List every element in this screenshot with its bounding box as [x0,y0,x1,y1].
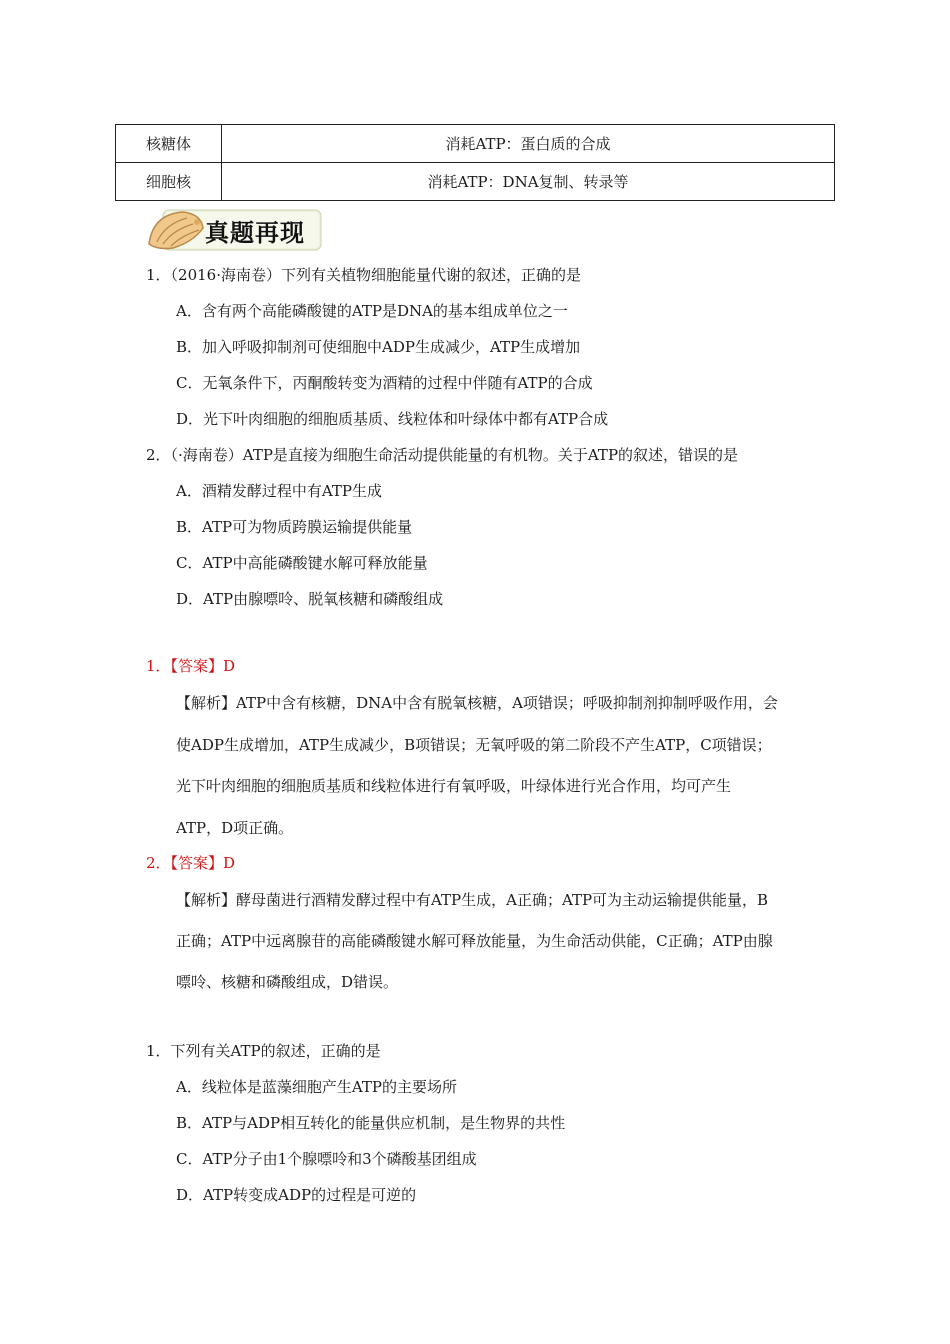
answer-label: 2．【答案】 [146,854,224,872]
table-cell-organelle: 细胞核 [116,163,222,201]
explanation-line: 正确；ATP中远离腺苷的高能磷酸键水解可释放能量，为生命活动供能，C正确；ATP由腺 [176,932,773,950]
answer-line [146,852,235,873]
practice-option: B．ATP与ADP相互转化的能量供应机制，是生物界的共性 [176,1114,566,1132]
table-cell-function: 消耗ATP：DNA复制、转录等 [222,163,835,201]
answer-label: 1．【答案】 [146,657,224,675]
table-row [116,163,835,201]
table-row [116,125,835,163]
table-cell-function: 消耗ATP：蛋白质的合成 [222,125,835,163]
question-option: C．无氧条件下，丙酮酸转变为酒精的过程中伴随有ATP的合成 [176,374,593,392]
question-stem: 1．（2016·海南卷）下列有关植物细胞能量代谢的叙述，正确的是 [146,266,581,284]
answer-line [146,655,235,676]
explanation-line: 嘌呤、核糖和磷酸组成，D错误。 [176,973,399,991]
question-option: D．ATP由腺嘌呤、脱氧核糖和磷酸组成 [176,590,444,608]
explanation-line: 【解析】酵母菌进行酒精发酵过程中有ATP生成，A正确；ATP可为主动运输提供能量，B [176,891,769,909]
question-option: B．ATP可为物质跨膜运输提供能量 [176,518,413,536]
explanation-line: 【解析】ATP中含有核糖，DNA中含有脱氧核糖，A项错误；呼吸抑制剂抑制呼吸作用，会 [176,694,778,712]
organelle-table [115,124,835,201]
question-option: C．ATP中高能磷酸键水解可释放能量 [176,554,428,572]
explanation-line: 使ADP生成增加，ATP生成减少，B项错误；无氧呼吸的第二阶段不产生ATP，C项错误； [176,736,772,754]
banner-title: 真题再现 [205,218,305,247]
practice-option: C．ATP分子由1个腺嘌呤和3个磷酸基团组成 [176,1150,477,1168]
practice-stem: 1．下列有关ATP的叙述，正确的是 [146,1042,381,1060]
explanation-line: 光下叶肉细胞的细胞质基质和线粒体进行有氧呼吸，叶绿体进行光合作用，均可产生 [176,777,732,795]
question-option: A．酒精发酵过程中有ATP生成 [176,482,382,500]
answer-value: D [223,854,236,872]
seashell-icon [143,204,207,254]
answer-value: D [223,657,236,675]
question-option: B．加入呼吸抑制剂可使细胞中ADP生成减少，ATP生成增加 [176,338,581,356]
practice-option: A．线粒体是蓝藻细胞产生ATP的主要场所 [176,1078,457,1096]
practice-option: D．ATP转变成ADP的过程是可逆的 [176,1186,417,1204]
question-stem: 2．（·海南卷）ATP是直接为细胞生命活动提供能量的有机物。关于ATP的叙述，错误的是 [146,446,739,464]
question-option: D．光下叶肉细胞的细胞质基质、线粒体和叶绿体中都有ATP合成 [176,410,609,428]
table-cell-organelle: 核糖体 [116,125,222,163]
section-banner [143,204,323,254]
explanation-line: ATP，D项正确。 [176,819,294,837]
question-option: A．含有两个高能磷酸键的ATP是DNA的基本组成单位之一 [176,302,568,320]
